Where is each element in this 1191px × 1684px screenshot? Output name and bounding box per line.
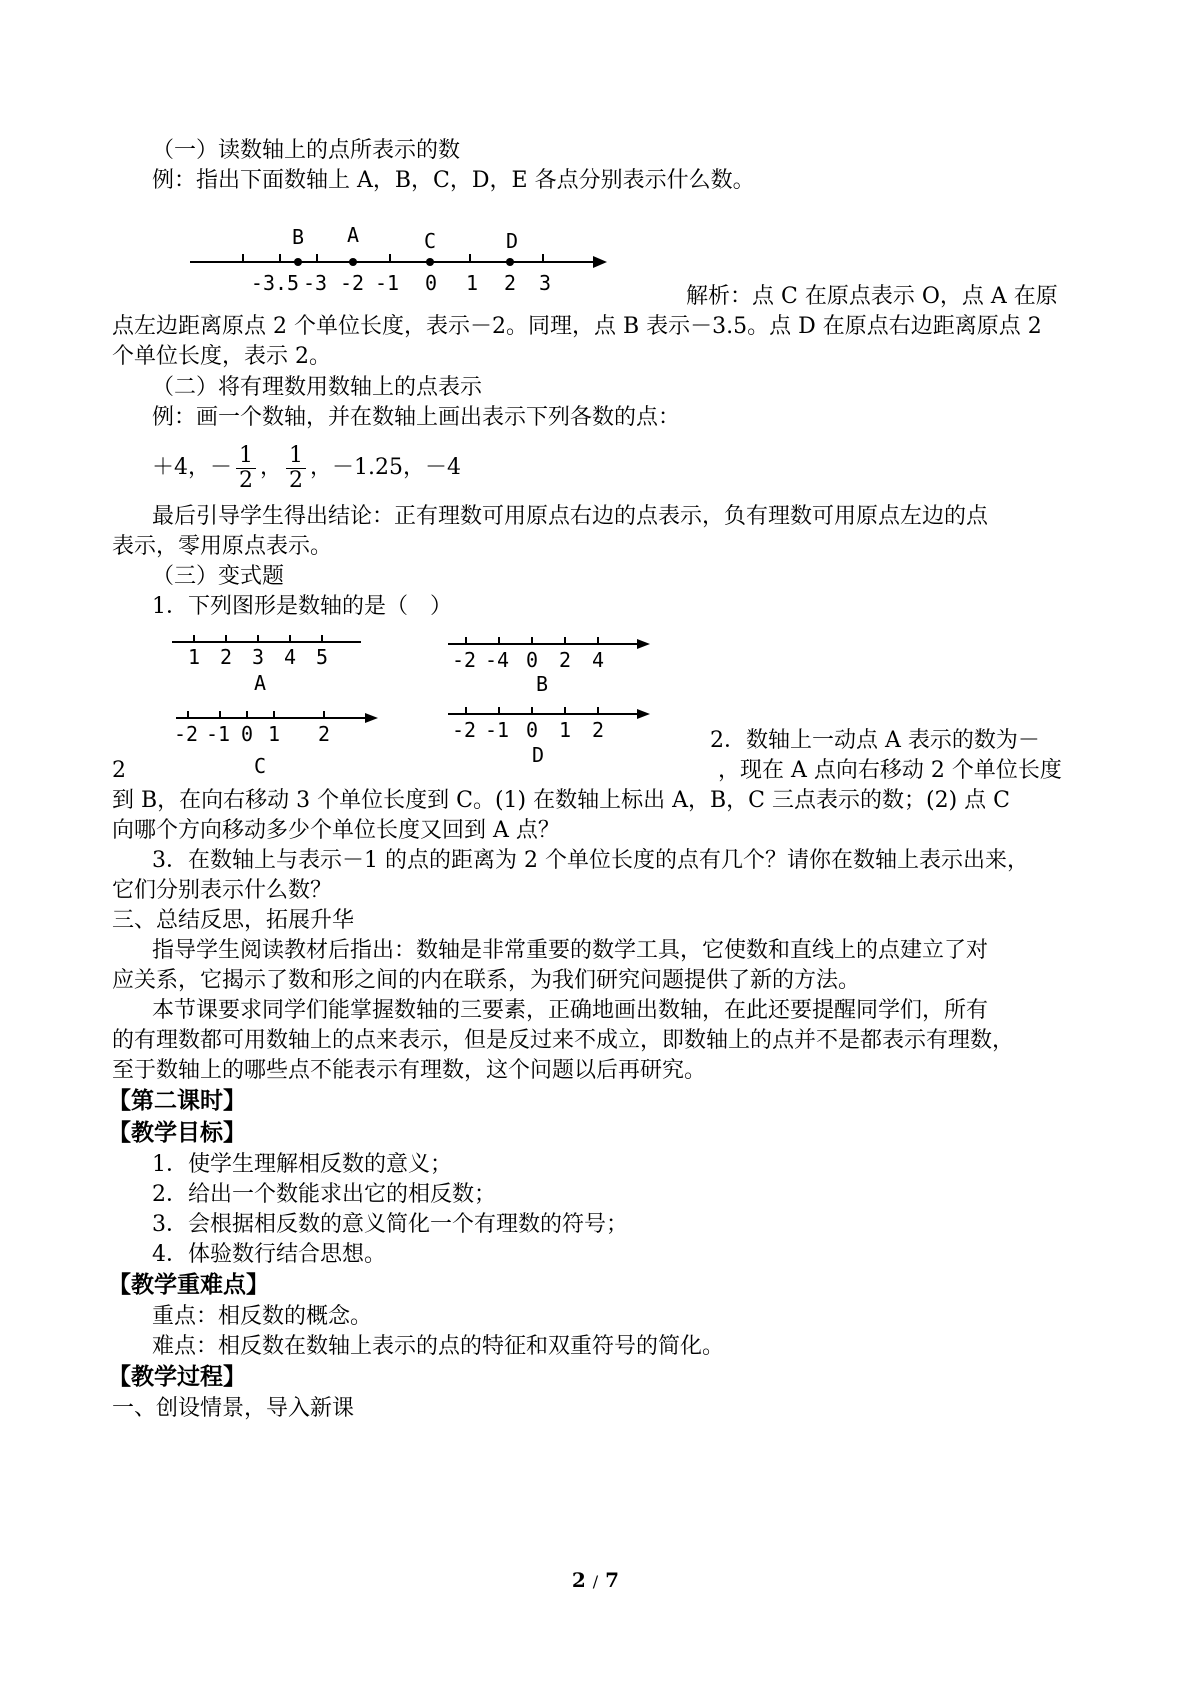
tick-label: -2 [451,718,477,742]
point-D [506,258,514,266]
tick-label: 2 [591,718,605,742]
point-label: D [505,229,519,253]
difficult-point: 难点：相反数在数轴上表示的点的特征和双重符号的简化。 [152,1334,725,1359]
tick-label: -1 [374,271,400,295]
tick-label: 0 [424,271,438,295]
tick-label: 2 [558,648,572,672]
number-list [152,442,461,494]
question-2-fragment: 2 [112,758,126,783]
summary-paragraph-1-line-1: 指导学生阅读教材后指出：数轴是非常重要的数学工具，它使数和直线上的点建立了对 [152,938,989,963]
tick-label: 0 [240,722,254,746]
tick-label: 2 [317,722,331,746]
tick-label: 1 [187,645,201,669]
key-point: 重点：相反数的概念。 [152,1304,373,1329]
point-B [294,258,302,266]
tick-label: 3 [251,645,265,669]
option-D-figure [444,700,659,780]
current-page: 2 [571,1568,586,1592]
option-B-svg [444,630,659,702]
tick-label: 2 [503,271,517,295]
question-2-line-2: ，现在 A 点向右移动 2 个单位长度 [718,758,1062,783]
option-C-svg [172,704,387,776]
tick-label: -3.5 [250,271,300,295]
tick-label: 4 [283,645,297,669]
point-label: B [291,225,305,249]
section-1-title: （一）读数轴上的点所表示的数 [152,138,461,163]
page-number [0,1568,1191,1592]
tick-label: -4 [484,648,510,672]
summary-paragraph-1-line-2: 应关系，它揭示了数和形之间的内在联系，为我们研究问题提供了新的方法。 [112,968,861,993]
axis-ticks [243,254,543,262]
tick-label: -1 [484,718,510,742]
goal-item: 2．给出一个数能求出它的相反数； [152,1182,496,1207]
heading-lesson-2: 【第二课时】 [108,1087,246,1114]
tick-label: 1 [267,722,281,746]
goal-item: 3．会根据相反数的意义简化一个有理数的符号； [152,1212,628,1237]
point-A [349,258,357,266]
tick-label: -2 [339,271,365,295]
question-2-line-1: 2．数轴上一动点 A 表示的数为－ [710,728,1040,753]
option-label: B [535,672,549,696]
section-2-title: （二）将有理数用数轴上的点表示 [152,375,483,400]
tick-label: -2 [173,722,199,746]
fraction-half [236,444,256,493]
analysis-line-3: 个单位长度，表示 2。 [112,344,331,369]
tick-label: 2 [219,645,233,669]
point-C [426,258,434,266]
goal-item: 1．使学生理解相反数的意义； [152,1152,452,1177]
question-2-line-3: 到 B，在向右移动 3 个单位长度到 C。(1) 在数轴上标出 A，B，C 三点表示的数；(2) 点 C [112,788,1010,813]
example-2: 例：画一个数轴，并在数轴上画出表示下列各数的点： [152,405,681,430]
total-pages: 7 [605,1568,620,1592]
analysis-line-2: 点左边距离原点 2 个单位长度，表示－2。同理，点 B 表示－3.5。点 D 在原点右边距离原点 2 [112,314,1042,339]
point-label: C [423,229,437,253]
page-separator: / [592,1572,599,1591]
question-2-line-4: 向哪个方向移动多少个单位长度又回到 A 点？ [112,818,560,843]
conclusion-line-2: 表示，零用原点表示。 [112,534,333,559]
option-A-svg [168,628,368,700]
question-3-line-1: 3．在数轴上与表示－1 的点的距离为 2 个单位长度的点有几个？请你在数轴上表示出来， [152,848,1029,873]
tick-label: -2 [451,648,477,672]
tick-label: 3 [538,271,552,295]
fraction-denominator: 2 [239,467,253,493]
part-1-title: 一、创设情景，导入新课 [112,1396,355,1421]
part-3-title: 三、总结反思，拓展升华 [112,908,355,933]
heading-key-points: 【教学重难点】 [108,1271,269,1298]
summary-paragraph-2-line-2: 的有理数都可用数轴上的点来表示，但是反过来不成立，即数轴上的点并不是都表示有理数， [112,1028,1015,1053]
heading-teaching-goals: 【教学目标】 [108,1119,246,1146]
number-list-part: ＋4，－ [152,455,232,480]
fraction-numerator: 1 [286,444,306,469]
conclusion-line-1: 最后引导学生得出结论：正有理数可用原点右边的点表示，负有理数可用原点左边的点 [152,504,989,529]
number-line-figure [185,218,615,308]
analysis-line-1: 解析：点 C 在原点表示 O，点 A 在原 [686,284,1058,309]
tick-label: 0 [525,718,539,742]
tick-label: 4 [591,648,605,672]
number-list-part: ， [260,455,283,480]
fraction-denominator: 2 [289,467,304,493]
option-label: A [253,671,267,695]
summary-paragraph-2-line-1: 本节课要求同学们能掌握数轴的三要素，正确地画出数轴，在此还要提醒同学们，所有 [152,998,989,1023]
goal-item: 4．体验数行结合思想。 [152,1242,386,1267]
fraction-numerator: 1 [236,444,256,469]
tick-label: 5 [315,645,329,669]
number-line-svg [185,218,615,304]
tick-label: 1 [558,718,572,742]
section-3-title: （三）变式题 [152,564,285,589]
option-A-figure [168,628,368,704]
tick-label: -3 [302,271,328,295]
option-B-figure [444,630,659,706]
axis-arrow [593,256,607,268]
option-D-svg [444,700,659,776]
question-3-line-2: 它们分别表示什么数？ [112,878,333,903]
fraction-half [286,444,306,493]
tick-label: 0 [525,648,539,672]
heading-teaching-process: 【教学过程】 [108,1363,246,1390]
example-1: 例：指出下面数轴上 A，B，C，D，E 各点分别表示什么数。 [152,168,755,193]
option-C-figure [172,704,387,780]
option-label: C [253,754,267,776]
option-label: D [531,743,545,767]
question-1: 1．下列图形是数轴的是（ ） [152,594,452,619]
number-list-part: ，－1.25，－4 [310,455,461,480]
summary-paragraph-2-line-3: 至于数轴上的哪些点不能表示有理数，这个问题以后再研究。 [112,1058,707,1083]
tick-label: -1 [205,722,231,746]
point-label: A [346,223,360,247]
tick-label: 1 [465,271,479,295]
